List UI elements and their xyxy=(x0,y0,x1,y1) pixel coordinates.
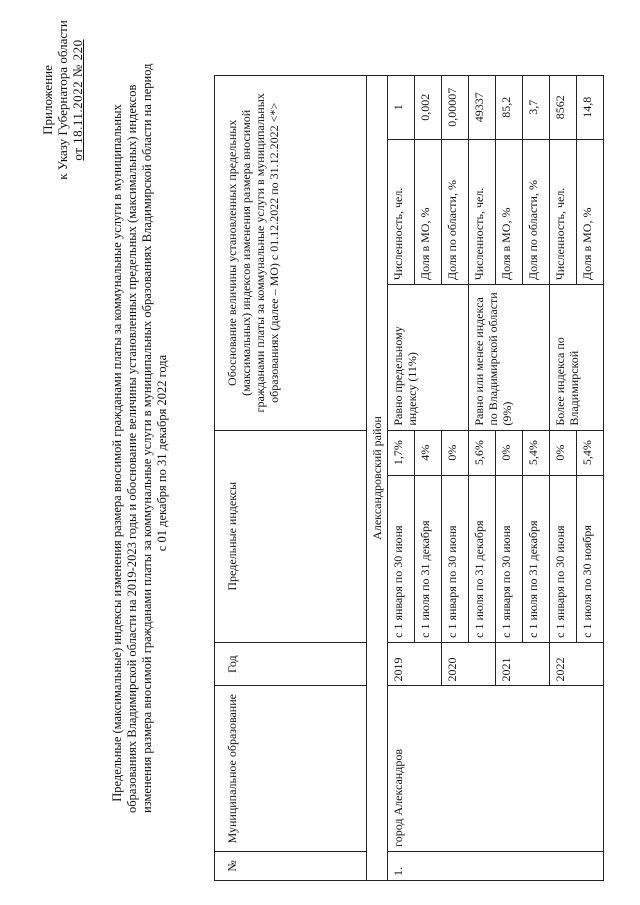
index-cell: 5,4% xyxy=(577,430,604,475)
value-cell: 49337 xyxy=(469,76,496,140)
metric-cell: Доля по области, % xyxy=(523,139,550,285)
metric-cell: Доля в МО, % xyxy=(496,139,523,285)
value-cell: 1 xyxy=(388,76,415,140)
year-cell: 2019 xyxy=(388,642,442,686)
basis-cell: Равно или менее индекса по Владимирской области (9%) xyxy=(469,285,550,431)
index-cell: 0% xyxy=(496,430,523,475)
period-cell: с 1 июля по 31 декабря xyxy=(523,475,550,642)
period-cell: с 1 июля по 31 декабря xyxy=(469,475,496,642)
basis-cell: Равно предельному индексу (11%) xyxy=(388,285,469,431)
document-title xyxy=(110,63,170,813)
period-cell: с 1 января по 30 июня xyxy=(388,475,415,642)
district-name: Александровский район xyxy=(367,76,388,881)
title-line-4: с 01 декабря по 31 декабря 2022 года xyxy=(155,354,169,552)
value-cell: 85,2 xyxy=(496,76,523,140)
value-cell: 14,8 xyxy=(577,76,604,140)
index-cell: 1,7% xyxy=(388,430,415,475)
metric-cell: Доля по области, % xyxy=(442,139,469,285)
appendix-line-1: Приложение xyxy=(40,65,55,135)
period-cell: с 1 января по 30 июня xyxy=(442,475,469,642)
table-row xyxy=(388,76,415,881)
period-cell: с 1 января по 30 июня xyxy=(496,475,523,642)
period-cell: с 1 января по 30 июня xyxy=(550,475,577,642)
header-justification: Обоснование величины установленных предельных (максимальных) индексов изменения размера вносимой гражданами платы за коммунальные услуги в муниципальных образованиях (далее – МО) с 01.12.2022 по 31.12.2022 <*> xyxy=(215,76,367,431)
metric-cell: Численность, чел. xyxy=(469,139,496,285)
appendix-header xyxy=(40,15,85,185)
metric-cell: Доля в МО, % xyxy=(415,139,442,285)
index-cell: 0% xyxy=(550,430,577,475)
index-cell: 0% xyxy=(442,430,469,475)
year-cell: 2020 xyxy=(442,642,496,686)
appendix-decree-ref: от 18.11.2022 № 220 xyxy=(70,39,85,161)
value-cell: 8562 xyxy=(550,76,577,140)
appendix-line-2: к Указу Губернатора области xyxy=(55,20,70,180)
title-line-2: образованиях Владимирской области на 2019-2023 годы и обоснование величины установленных предельных (максимальных) индексов xyxy=(125,84,139,813)
basis-cell: Более индекса по Владимирской xyxy=(550,285,604,431)
index-cell: 4% xyxy=(415,430,442,475)
value-cell: 0,00007 xyxy=(442,76,469,140)
indices-table xyxy=(214,75,604,881)
header-year: Год xyxy=(215,642,367,686)
metric-cell: Доля в МО, % xyxy=(577,139,604,285)
row-number: 1. xyxy=(388,851,604,880)
period-cell: с 1 июля по 30 ноября xyxy=(577,475,604,642)
year-cell: 2022 xyxy=(550,642,604,686)
metric-cell: Численность, чел. xyxy=(388,139,415,285)
index-cell: 5,4% xyxy=(523,430,550,475)
year-cell: 2021 xyxy=(496,642,550,686)
metric-cell: Численность, чел. xyxy=(550,139,577,285)
district-row xyxy=(367,76,388,881)
header-mo: Муниципальное образование xyxy=(215,686,367,851)
index-cell: 5,6% xyxy=(469,430,496,475)
value-cell: 3,7 xyxy=(523,76,550,140)
title-line-3: изменения размера вносимой гражданами платы за коммунальные услуги в муниципальных образованиях Владимирской области на период xyxy=(140,63,154,813)
header-indices: Предельные индексы xyxy=(215,430,367,642)
table-header-row xyxy=(215,76,367,881)
period-cell: с 1 июля по 31 декабря xyxy=(415,475,442,642)
municipality-name: город Александров xyxy=(388,686,604,851)
value-cell: 0,002 xyxy=(415,76,442,140)
header-num: № xyxy=(215,851,367,880)
title-line-1: Предельные (максимальные) индексы изменения размера вносимой гражданами платы за коммунальные услуги в муниципальных xyxy=(110,104,124,802)
